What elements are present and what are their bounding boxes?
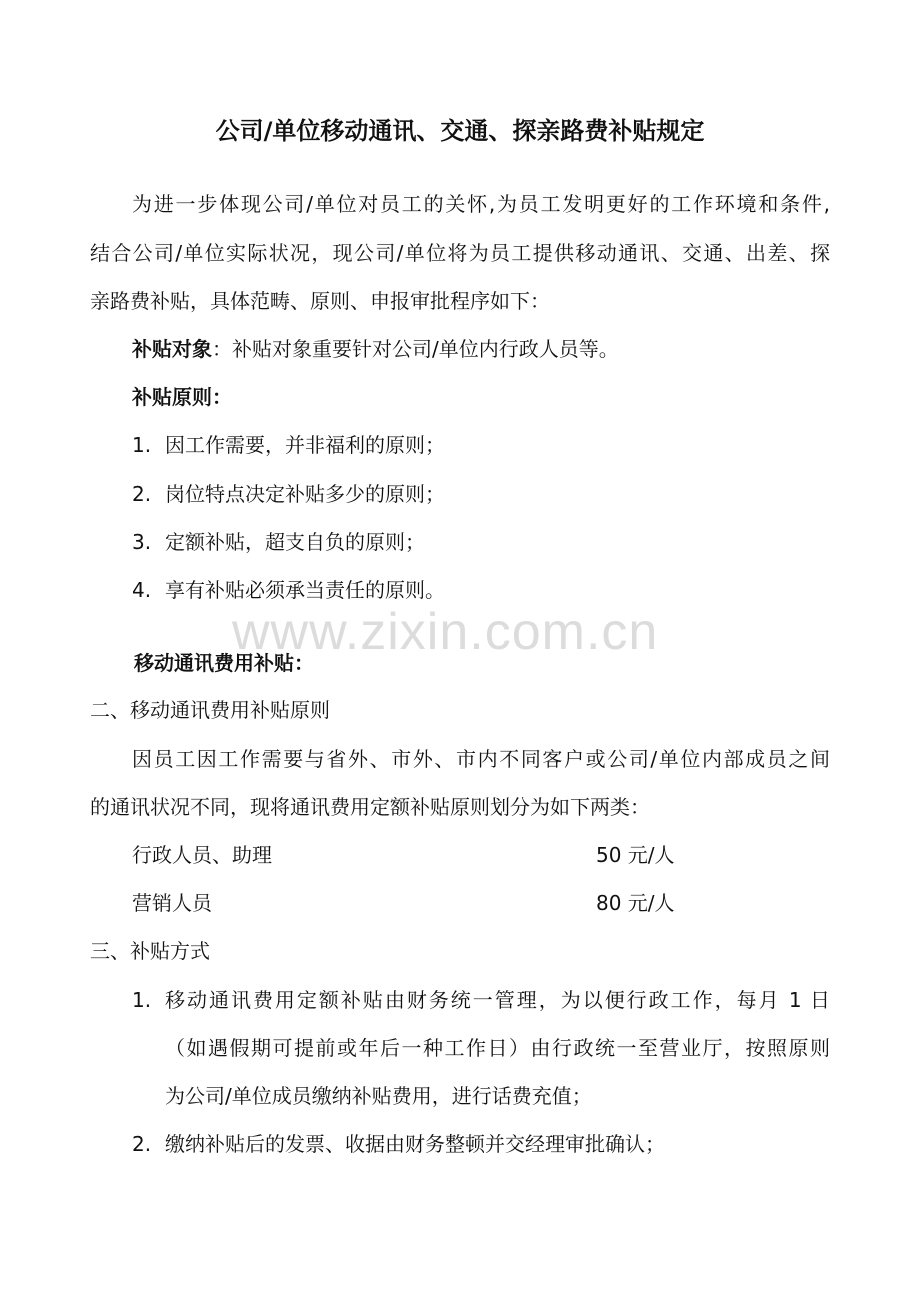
list-item: 2. 岗位特点决定补贴多少的原则； — [132, 482, 445, 506]
rate-amount: 80 元/人 — [596, 891, 675, 915]
document-title: 公司/单位移动通讯、交通、探亲路费补贴规定 — [215, 117, 705, 145]
mobile-section-heading: 移动通讯费用补贴： — [134, 651, 314, 675]
mobile-sub-heading: 二、移动通讯费用补贴原则 — [90, 698, 330, 722]
method-item-2-text: 缴纳补贴后的发票、收据由财务整顿并交经理审批确认； — [165, 1132, 665, 1156]
subject-text: ：补贴对象重要针对公司/单位内行政人员等。 — [212, 337, 619, 361]
mobile-para-line-1: 因员工因工作需要与省外、市外、市内不同客户或公司/单位内部成员之间 — [132, 747, 830, 771]
mobile-para-line-2: 的通讯状况不同，现将通讯费用定额补贴原则划分为如下两类： — [90, 795, 650, 819]
intro-line-2: 结合公司/单位实际状况，现公司/单位将为员工提供移动通讯、交通、出差、探 — [90, 241, 830, 265]
method-item-1-line-2: （如遇假期可提前或年后一种工作日）由行政统一至营业厅，按照原则 — [165, 1036, 830, 1060]
principles-heading: 补贴原则： — [132, 385, 232, 409]
rate-role: 营销人员 — [132, 891, 212, 915]
method-item-2-num: 2. — [132, 1132, 152, 1156]
method-item-1-line-3: 为公司/单位成员缴纳补贴费用，进行话费充值； — [165, 1084, 592, 1108]
list-item: 3. 定额补贴，超支自负的原则； — [132, 530, 425, 554]
subject-label: 补贴对象 — [132, 337, 212, 361]
list-item: 4. 享有补贴必须承当责任的原则。 — [132, 578, 445, 602]
rate-amount: 50 元/人 — [596, 843, 675, 867]
intro-line-1: 为进一步体现公司/单位对员工的关怀,为员工发明更好的工作环境和条件, — [132, 192, 830, 216]
list-item: 1. 因工作需要，并非福利的原则； — [132, 433, 445, 457]
intro-line-3: 亲路费补贴，具体范畴、原则、申报审批程序如下： — [90, 289, 550, 313]
method-item-1-num: 1. — [132, 988, 152, 1012]
method-heading: 三、补贴方式 — [90, 939, 210, 963]
rate-role: 行政人员、助理 — [132, 843, 272, 867]
subject-paragraph — [132, 336, 619, 362]
method-item-1-line-1: 移动通讯费用定额补贴由财务统一管理，为以便行政工作，每月 1 日 — [165, 988, 830, 1012]
watermark: www.zixin.com.cn — [232, 603, 659, 661]
